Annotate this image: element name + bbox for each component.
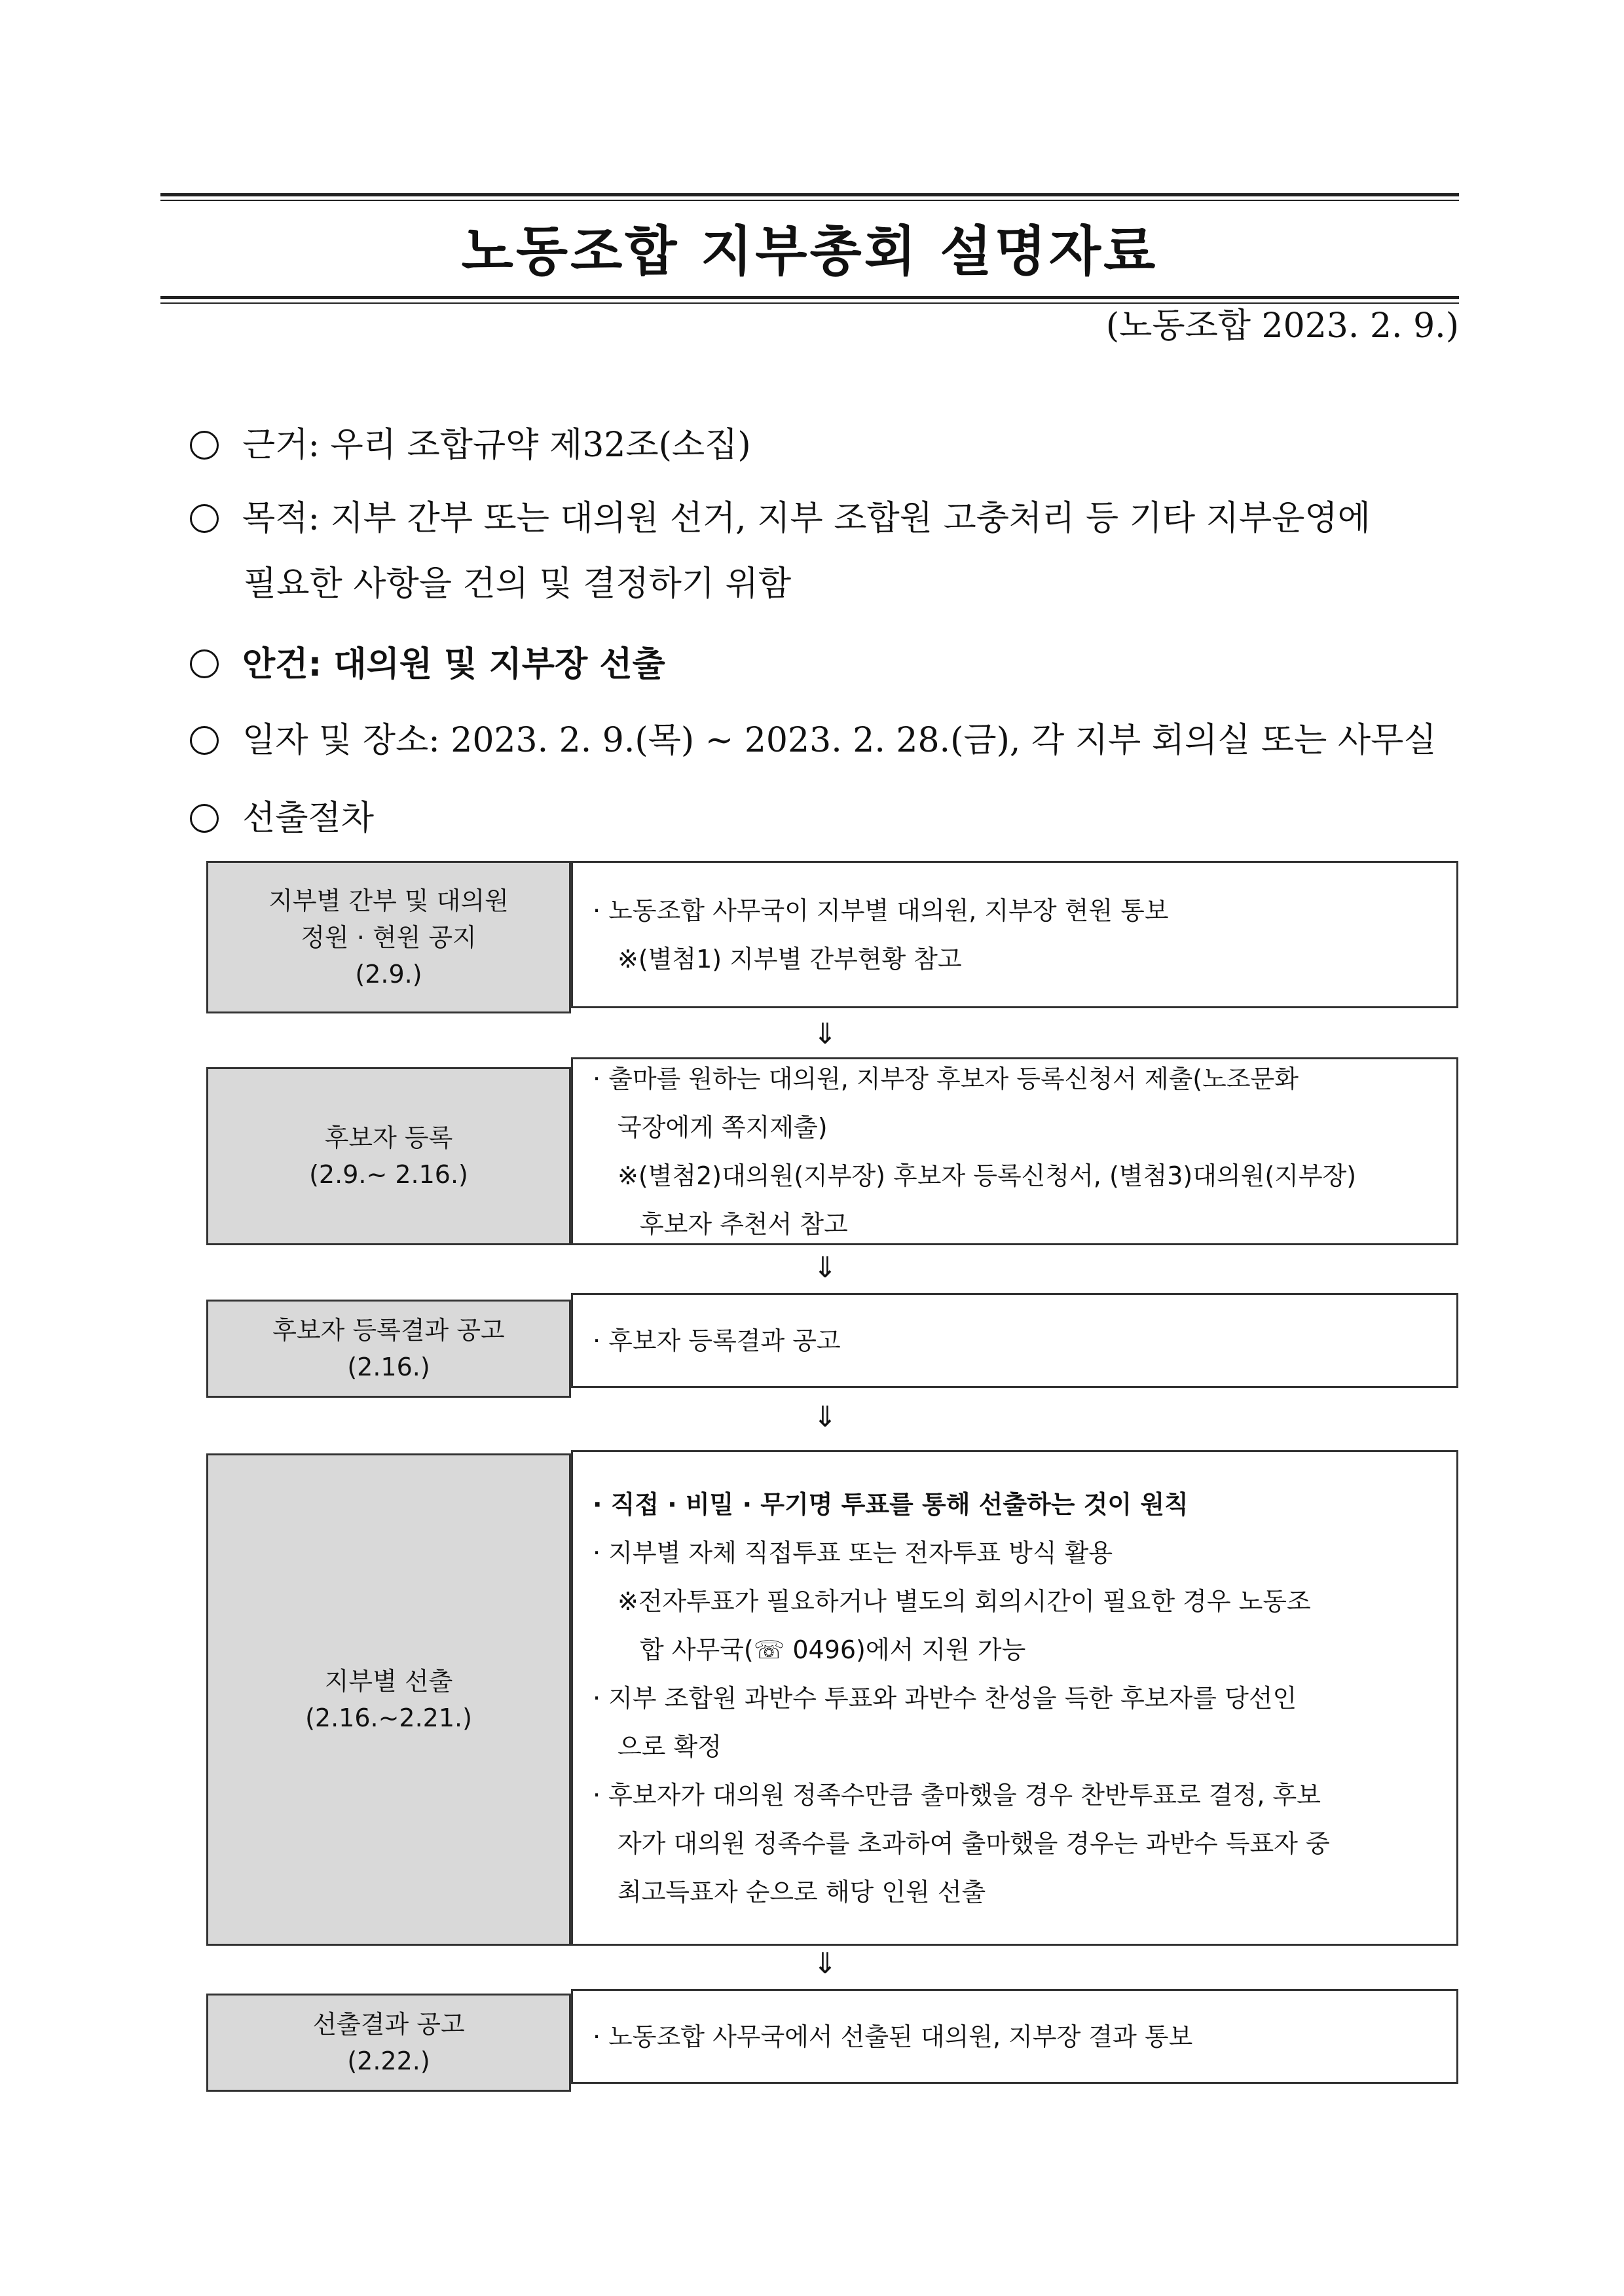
step-label-line: 선출결과 공고 — [312, 2010, 465, 2039]
bullet-purpose-continued: 필요한 사항을 건의 및 결정하기 위함 — [244, 564, 792, 604]
step-detail-line: · 직접 · 비밀 · 무기명 투표를 통해 선출하는 것이 원칙 — [593, 1489, 1189, 1519]
step-4-label — [206, 1453, 571, 1946]
step-detail-line: · 노동조합 사무국에서 선출된 대의원, 지부장 결과 통보 — [593, 2022, 1193, 2051]
step-detail-line: · 출마를 원하는 대의원, 지부장 후보자 등록신청서 제출(노조문화 — [593, 1064, 1299, 1093]
document-date: (노동조합 2023. 2. 9.) — [1105, 306, 1459, 346]
step-detail-line: · 지부 조합원 과반수 투표와 과반수 찬성을 득한 후보자를 당선인 — [593, 1683, 1297, 1713]
step-detail-line: · 후보자가 대의원 정족수만큼 출마했을 경우 찬반투표로 결정, 후보 — [593, 1780, 1321, 1810]
down-arrow-icon: ⇓ — [813, 1251, 838, 1285]
bullet-procedure — [190, 795, 374, 841]
page-title: 노동조합 지부총회 설명자료 — [461, 221, 1158, 283]
bullet-text: 일자 및 장소: 2023. 2. 9.(목) ~ 2023. 2. 28.(금), 각 지부 회의실 또는 사무실 — [242, 721, 1437, 760]
step-label-line: 지부별 간부 및 대의원 — [268, 886, 509, 915]
step-label-line: (2.9.~ 2.16.) — [309, 1160, 468, 1189]
step-detail-note: ※(별첨2)대의원(지부장) 후보자 등록신청서, (별첨3)대의원(지부장) — [618, 1161, 1357, 1190]
step-label-line: 후보자 등록결과 공고 — [272, 1316, 505, 1345]
bullet-text: 목적: 지부 간부 또는 대의원 선거, 지부 조합원 고충처리 등 기타 지부운영에 — [242, 499, 1371, 538]
step-detail-note: 후보자 추천서 참고 — [640, 1209, 848, 1239]
step-label-line: (2.9.) — [355, 959, 422, 989]
step-label-line: 지부별 선출 — [324, 1667, 453, 1696]
step-detail-line: 최고득표자 순으로 해당 인원 선출 — [618, 1877, 986, 1906]
step-label-line: 정원 · 현원 공지 — [301, 922, 477, 952]
step-2-label — [206, 1067, 571, 1245]
circle-bullet-icon — [190, 649, 219, 678]
bullet-purpose — [190, 496, 1371, 541]
circle-bullet-icon — [190, 504, 219, 533]
step-label-line: (2.22.) — [347, 2047, 430, 2075]
step-5-label — [206, 1994, 571, 2092]
circle-bullet-icon — [190, 804, 219, 833]
step-label-line: (2.16.~2.21.) — [305, 1704, 472, 1732]
bullet-date-place — [190, 718, 1437, 763]
bullet-agenda — [190, 642, 665, 687]
step-label-line: (2.16.) — [347, 1353, 430, 1381]
step-5-detail — [571, 1989, 1458, 2084]
step-detail-line: 국장에게 쪽지제출) — [618, 1112, 828, 1142]
step-3-detail — [571, 1293, 1458, 1388]
top-rule-thick — [160, 193, 1459, 196]
step-1-detail — [571, 861, 1458, 1008]
step-detail-note: ※(별첨1) 지부별 간부현황 참고 — [618, 944, 962, 974]
step-3-label — [206, 1300, 571, 1398]
step-2-detail — [571, 1057, 1458, 1245]
down-arrow-icon: ⇓ — [813, 1017, 838, 1051]
down-arrow-icon: ⇓ — [813, 1400, 838, 1434]
bullet-text: 근거: 우리 조합규약 제32조(소집) — [242, 426, 751, 465]
circle-bullet-icon — [190, 431, 219, 460]
step-1-label — [206, 861, 571, 1013]
step-detail-line: · 후보자 등록결과 공고 — [593, 1326, 841, 1355]
down-arrow-icon: ⇓ — [813, 1947, 838, 1980]
step-4-detail — [571, 1450, 1458, 1946]
step-detail-line: 으로 확정 — [618, 1732, 722, 1761]
bullet-text: 안건: 대의원 및 지부장 선출 — [242, 645, 665, 684]
step-detail-line: · 노동조합 사무국이 지부별 대의원, 지부장 현원 통보 — [593, 896, 1169, 925]
step-detail-note: 합 사무국(☏ 0496)에서 지원 가능 — [640, 1635, 1026, 1664]
circle-bullet-icon — [190, 726, 219, 755]
step-detail-line: · 지부별 자체 직접투표 또는 전자투표 방식 활용 — [593, 1538, 1113, 1567]
step-label-line: 후보자 등록 — [324, 1123, 453, 1152]
step-detail-line: 자가 대의원 정족수를 초과하여 출마했을 경우는 과반수 득표자 중 — [618, 1829, 1330, 1858]
bullet-basis — [190, 422, 751, 468]
step-detail-note: ※전자투표가 필요하거나 별도의 회의시간이 필요한 경우 노동조 — [618, 1586, 1311, 1616]
top-rule-thin — [160, 200, 1459, 201]
bullet-text: 선출절차 — [242, 799, 374, 838]
